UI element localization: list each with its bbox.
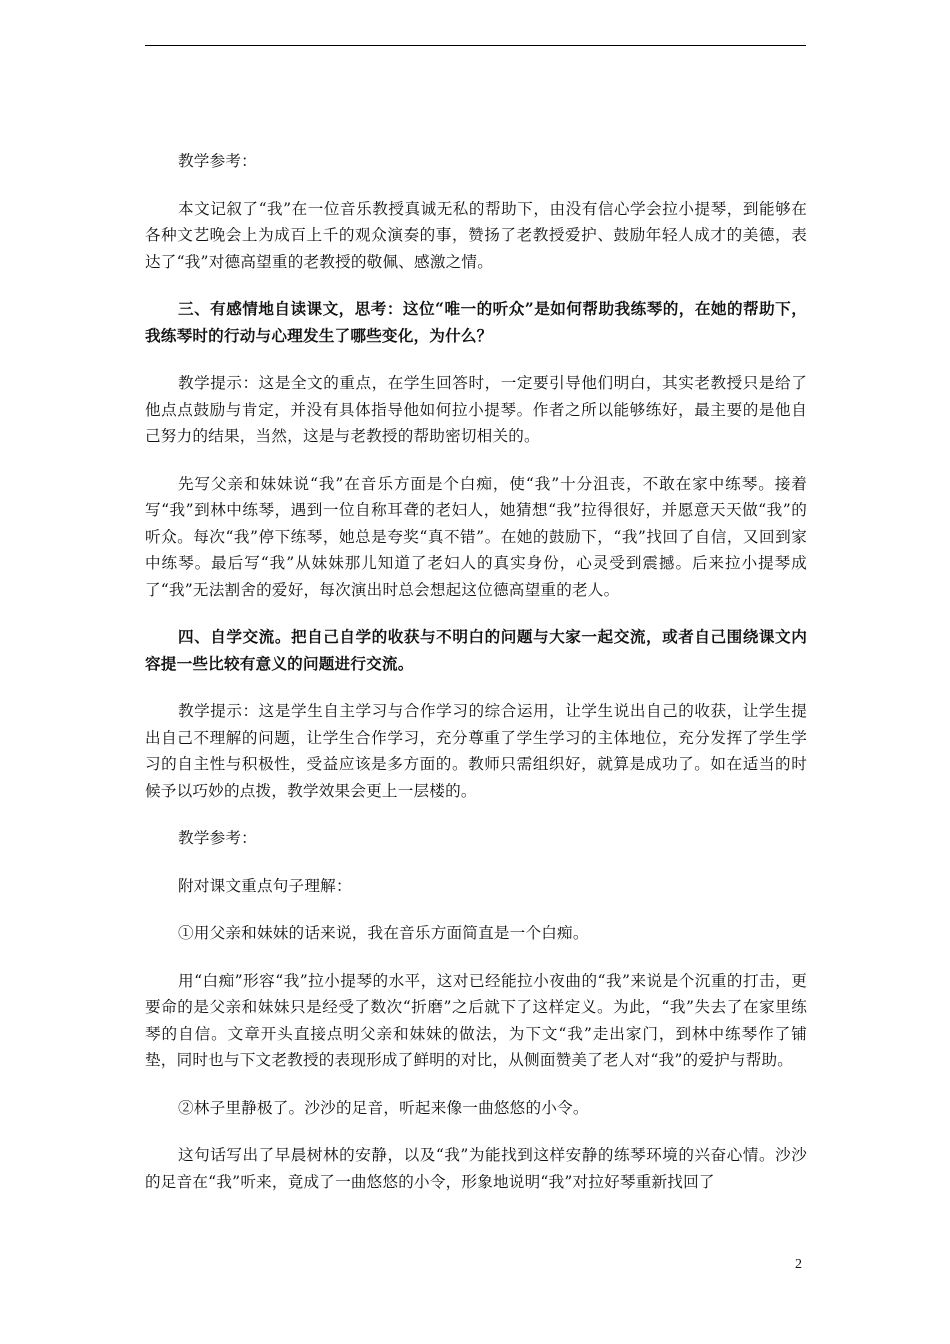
paragraph-teaching-tip-2: 教学提示：这是学生自主学习与合作学习的综合运用，让学生说出自己的收获，让学生提出自己不理解的问题，让学生合作学习，充分尊重了学生学习的主体地位，充分发挥了学生学习的自主性与积极性，受益应该是多方面的。教师只需组织好，就算是成功了。如在适当的时候予以巧妙的点拨，教学效果会更上一层楼的。 (145, 702, 807, 800)
paragraph-sentence-two: ②林子里静极了。沙沙的足音，听起来像一曲悠悠的小令。 (178, 1098, 589, 1117)
paragraph-teaching-tip: 教学提示：这是全文的重点，在学生回答时，一定要引导他们明白，其实老教授只是给了他点点鼓励与肯定，并没有具体指导他如何拉小提琴。作者之所以能够练好，最主要的是他自己努力的结果，当然，这是与老教授的帮助密切相关的。 (145, 374, 807, 445)
paragraph-story-outline: 先写父亲和妹妹说“我”在音乐方面是个白痴，使“我”十分沮丧，不敢在家中练琴。接着写“我”到林中练琴，遇到一位自称耳聋的老妇人，她猜想“我”拉得很好，并愿意天天做“我”的听众。每次“我”停下练琴，她总是夸奖“真不错”。在她的鼓励下，“我”找回了自信，又回到家中练琴。最后写“我”从妹妹那儿知道了老妇人的真实身份，心灵受到震撼。后来拉小提琴成了“我”无法割舍的爱好，每次演出时总会想起这位德高望重的老人。 (145, 474, 807, 599)
header-rule (145, 45, 806, 46)
paragraph-key-sentences: 附对课文重点句子理解： (178, 876, 352, 895)
paragraph-teaching-reference-2: 教学参考： (178, 829, 257, 847)
paragraph-teaching-reference: 教学参考： (178, 152, 257, 170)
paragraph-sentence-two-analysis: 这句话写出了早晨树林的安静，以及“我”为能找到这样安静的练琴环境的兴奋心情。沙沙的足音在“我”听来，竟成了一曲悠悠的小令，形象地说明“我”对拉好琴重新找回了 (145, 1146, 807, 1191)
heading-section-three: 三、有感情地自读课文，思考：这位“唯一的听众”是如何帮助我练琴的，在她的帮助下，我练琴时的行动与心理发生了哪些变化，为什么？ (145, 299, 807, 345)
heading-section-four: 四、自学交流。把自己自学的收获与不明白的问题与大家一起交流，或者自己围绕课文内容提一些比较有意义的问题进行交流。 (145, 627, 807, 673)
page-number: 2 (795, 1257, 802, 1272)
paragraph-sentence-one-analysis: 用“白痴”形容“我”拉小提琴的水平，这对已经能拉小夜曲的“我”来说是个沉重的打击，更要命的是父亲和妹妹只是经受了数次“折磨”之后就下了这样定义。为此，“我”失去了在家里练琴的自信。文章开头直接点明父亲和妹妹的做法，为下文“我”走出家门，到林中练琴作了铺垫，同时也与下文老教授的表现形成了鲜明的对比，从侧面赞美了老人对“我”的爱护与帮助。 (145, 971, 807, 1069)
paragraph-summary: 本文记叙了“我”在一位音乐教授真诚无私的帮助下，由没有信心学会拉小提琴，到能够在各种文艺晚会上为成百上千的观众演奏的事，赞扬了老教授爱护、鼓励年轻人成才的美德，表达了“我”对德高望重的老教授的敬佩、感激之情。 (145, 199, 807, 271)
paragraph-sentence-one: ①用父亲和妹妹的话来说，我在音乐方面简直是一个白痴。 (178, 924, 589, 942)
document-body (145, 148, 807, 1216)
